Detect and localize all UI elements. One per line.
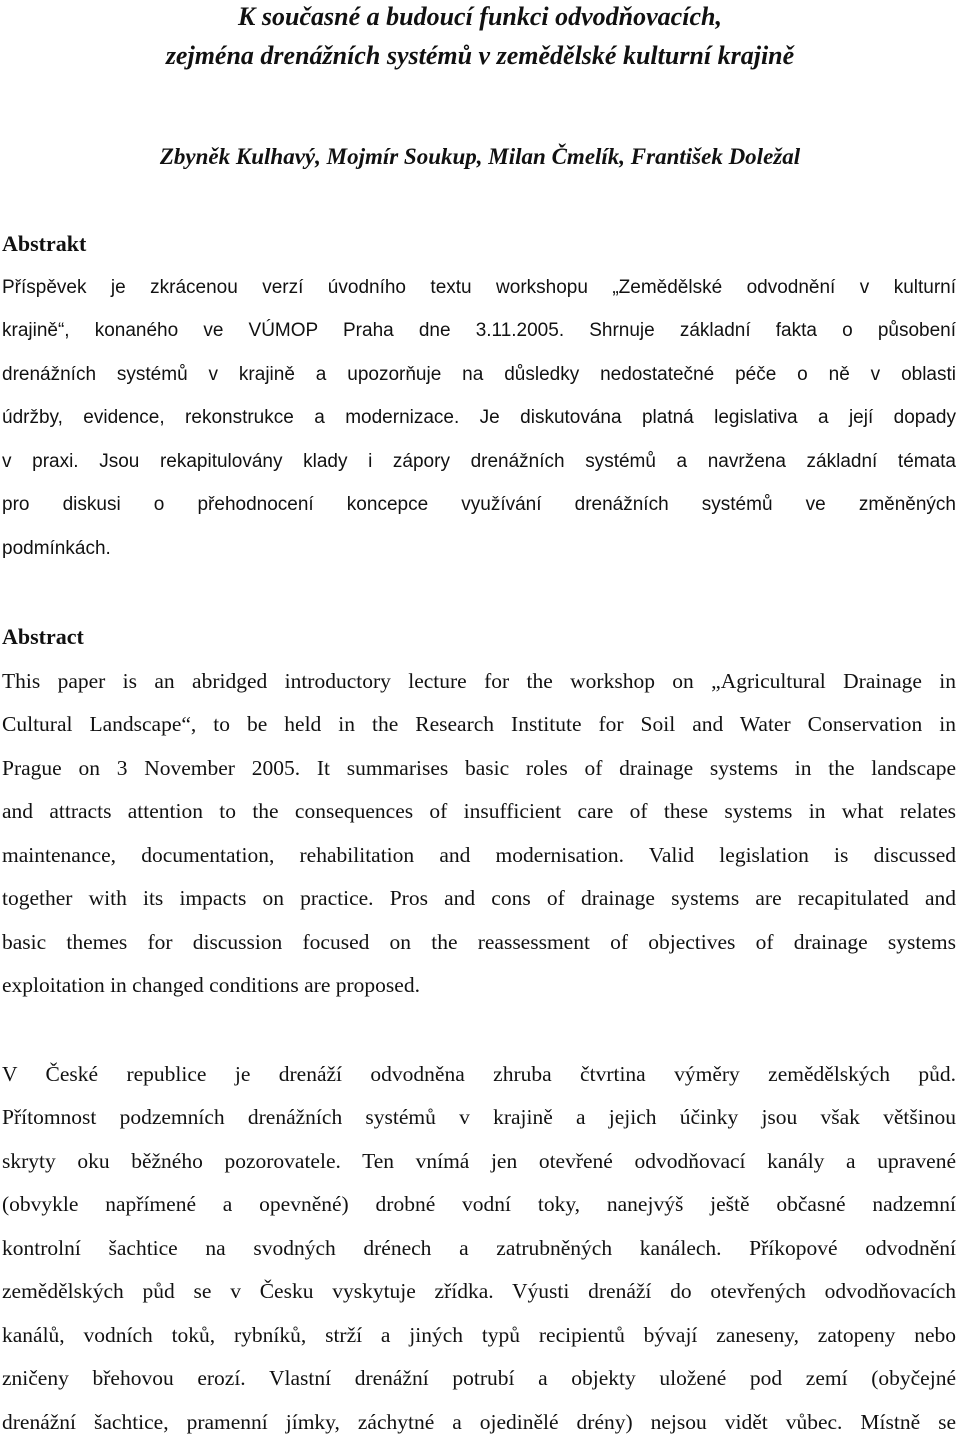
- abstract-line: Prague on 3 November 2005. It summarises basic roles of drainage systems in the landscape: [2, 756, 956, 780]
- abstrakt-line: Příspěvek je zkrácenou verzí úvodního textu workshopu „Zemědělské odvodnění v kulturní: [2, 277, 956, 298]
- abstract-line: maintenance, documentation, rehabilitation and modernisation. Valid legislation is discussed: [2, 843, 956, 867]
- title-line-1: K současné a budoucí funkci odvodňovacích,: [238, 2, 722, 31]
- abstract-line: This paper is an abridged introductory lecture for the workshop on „Agricultural Drainage in: [2, 669, 956, 693]
- abstrakt-line: krajině“, konaného ve VÚMOP Praha dne 3.11.2005. Shrnuje základní fakta o působení: [2, 320, 956, 341]
- abstract-line: basic themes for discussion focused on the reassessment of objectives of drainage systems: [2, 930, 956, 954]
- authors: Zbyněk Kulhavý, Mojmír Soukup, Milan Čmelík, František Doležal: [159, 144, 801, 169]
- body-line: drenážní šachtice, pramenní jímky, záchytné a ojedinělé drény) nejsou vidět vůbec. Místně se: [2, 1410, 956, 1434]
- abstract-line: together with its impacts on practice. Pros and cons of drainage systems are recapitulated and: [2, 886, 956, 910]
- abstrakt-line: pro diskusi o přehodnocení koncepce využívání drenážních systémů ve změněných: [2, 494, 956, 515]
- body-line: Přítomnost podzemních drenážních systémů v krajině a jejich účinky jsou však většinou: [2, 1105, 956, 1129]
- abstract-line: and attracts attention to the consequences of insufficient care of these systems in what relates: [2, 799, 956, 823]
- abstrakt-line: podmínkách.: [2, 538, 111, 559]
- title-line-2: zejména drenážních systémů v zemědělské kulturní krajině: [165, 41, 795, 70]
- body-line: zemědělských půd se v Česku vyskytuje zřídka. Výusti drenáží do otevřených odvodňovacích: [2, 1279, 956, 1303]
- abstrakt-line: údržby, evidence, rekonstrukce a modernizace. Je diskutována platná legislativa a její dopady: [2, 407, 956, 428]
- abstract-line: Cultural Landscape“, to be held in the Research Institute for Soil and Water Conservation in: [2, 712, 956, 736]
- body-line: (obvykle napřímené a opevněné) drobné vodní toky, nanejvýš ještě občasné nadzemní: [2, 1192, 956, 1216]
- abstract-line: exploitation in changed conditions are proposed.: [2, 973, 420, 997]
- abstrakt-line: v praxi. Jsou rekapitulovány klady i zápory drenážních systémů a navržena základní témata: [2, 451, 956, 472]
- body-line: kontrolní šachtice na svodných drénech a zatrubněných kanálech. Příkopové odvodnění: [2, 1236, 956, 1260]
- body-line: zničeny břehovou erozí. Vlastní drenážní potrubí a objekty uložené pod zemí (obyčejné: [2, 1366, 956, 1390]
- body-line: skryty oku běžného pozorovatele. Ten vnímá jen otevřené odvodňovací kanály a upravené: [2, 1149, 956, 1173]
- body-line: kanálů, vodních toků, rybníků, strží a jiných typů recipientů bývají zaneseny, zatopeny nebo: [2, 1323, 956, 1347]
- abstract-heading: Abstract: [2, 624, 84, 649]
- abstrakt-line: drenážních systémů v krajině a upozorňuje na důsledky nedostatečné péče o ně v oblasti: [2, 364, 956, 385]
- abstrakt-heading: Abstrakt: [2, 231, 87, 256]
- body-line: V České republice je drenáží odvodněna zhruba čtvrtina výměry zemědělských půd.: [2, 1062, 956, 1086]
